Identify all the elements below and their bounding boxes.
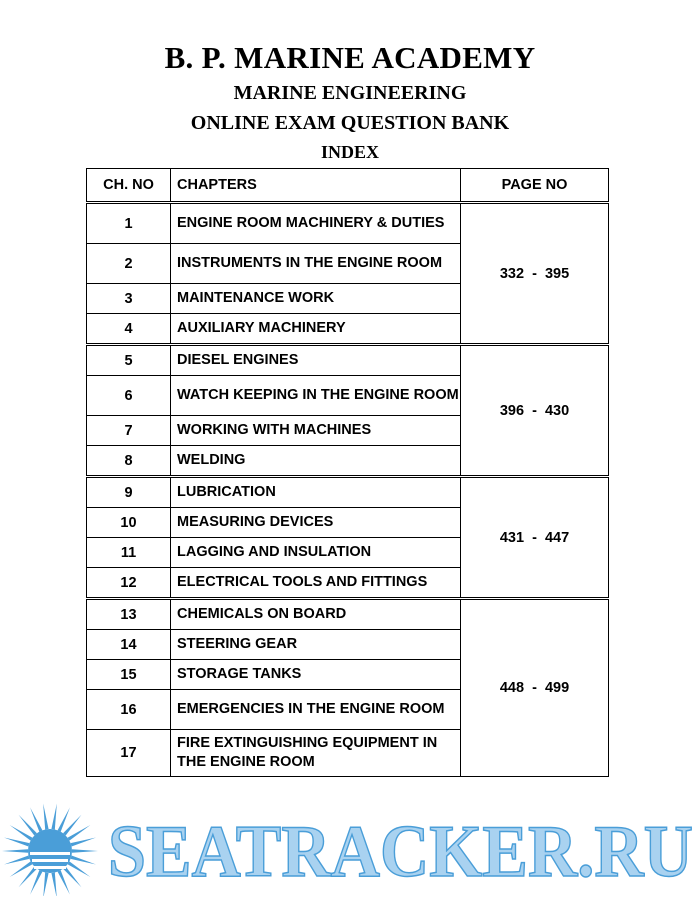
sun-ray <box>43 803 48 829</box>
chapter-group-3 <box>87 477 609 599</box>
sun-burst-icon <box>2 803 98 896</box>
chapter-title: CHEMICALS ON BOARD <box>171 599 461 630</box>
chapter-number: 3 <box>87 284 171 314</box>
chapter-title: FIRE EXTINGUISHING EQUIPMENT IN THE ENGINE ROOM <box>171 730 461 777</box>
page-range: 431 - 447 <box>461 477 609 599</box>
index-heading: INDEX <box>320 142 379 162</box>
sun-ray <box>58 870 70 894</box>
chapter-title: DIESEL ENGINES <box>171 345 461 376</box>
chapter-number: 6 <box>87 376 171 416</box>
chapter-title: ENGINE ROOM MACHINERY & DUTIES <box>171 203 461 244</box>
sun-wave-line <box>32 859 68 862</box>
chapter-number: 11 <box>87 538 171 568</box>
chapter-number: 16 <box>87 690 171 730</box>
table-row <box>87 203 609 244</box>
chapter-title: ELECTRICAL TOOLS AND FITTINGS <box>171 568 461 599</box>
page-range: 396 - 430 <box>461 345 609 477</box>
sun-ray <box>4 837 29 846</box>
chapter-number: 1 <box>87 203 171 244</box>
chapter-title: MAINTENANCE WORK <box>171 284 461 314</box>
sun-ray <box>72 849 98 852</box>
chapter-title: STORAGE TANKS <box>171 660 461 690</box>
table-header-row <box>87 169 609 203</box>
chapter-title: EMERGENCIES IN THE ENGINE ROOM <box>171 690 461 730</box>
chapter-group-4 <box>87 599 609 777</box>
sun-wave-line <box>34 866 66 869</box>
subject-title: MARINE ENGINEERING <box>233 82 467 104</box>
chapter-number: 13 <box>87 599 171 630</box>
chapter-title: STEERING GEAR <box>171 630 461 660</box>
chapter-number: 10 <box>87 508 171 538</box>
page-range: 332 - 395 <box>461 203 609 345</box>
chapter-number: 5 <box>87 345 171 376</box>
column-header-ch-no: CH. NO <box>87 169 171 203</box>
sun-ray <box>30 870 42 894</box>
chapter-number: 9 <box>87 477 171 508</box>
watermark-logo <box>0 796 700 896</box>
chapter-number: 2 <box>87 244 171 284</box>
sun-ray <box>4 856 29 865</box>
sun-ray <box>2 849 28 852</box>
chapter-number: 14 <box>87 630 171 660</box>
chapter-title: INSTRUMENTS IN THE ENGINE ROOM <box>171 244 461 284</box>
column-header-chapters: CHAPTERS <box>171 169 461 203</box>
chapter-group-1 <box>87 203 609 345</box>
chapter-title: LAGGING AND INSULATION <box>171 538 461 568</box>
chapter-number: 17 <box>87 730 171 777</box>
sun-ray <box>58 807 70 831</box>
sun-wave-line <box>30 852 70 855</box>
table-row <box>87 599 609 630</box>
column-header-page-no: PAGE NO <box>461 169 609 203</box>
chapter-number: 8 <box>87 446 171 477</box>
question-bank-title: ONLINE EXAM QUESTION BANK <box>190 112 510 134</box>
chapter-number: 4 <box>87 314 171 345</box>
chapter-title: WELDING <box>171 446 461 477</box>
index-table <box>86 168 609 777</box>
chapter-title: LUBRICATION <box>171 477 461 508</box>
sun-ray <box>30 807 42 831</box>
chapter-number: 15 <box>87 660 171 690</box>
sun-ray <box>71 856 96 865</box>
sun-ray <box>71 837 96 846</box>
watermark-text: SEATRACKER.RU <box>108 811 693 893</box>
sun-ray <box>51 803 56 829</box>
table-row <box>87 345 609 376</box>
page-range: 448 - 499 <box>461 599 609 777</box>
chapter-group-2 <box>87 345 609 477</box>
chapter-number: 12 <box>87 568 171 599</box>
chapter-title: WATCH KEEPING IN THE ENGINE ROOM <box>171 376 461 416</box>
chapter-title: AUXILIARY MACHINERY <box>171 314 461 345</box>
table-row <box>87 477 609 508</box>
chapter-title: MEASURING DEVICES <box>171 508 461 538</box>
chapter-title: WORKING WITH MACHINES <box>171 416 461 446</box>
sun-ray <box>51 872 56 896</box>
chapter-number: 7 <box>87 416 171 446</box>
sun-ray <box>43 872 48 896</box>
academy-title: B. P. MARINE ACADEMY <box>164 40 536 75</box>
